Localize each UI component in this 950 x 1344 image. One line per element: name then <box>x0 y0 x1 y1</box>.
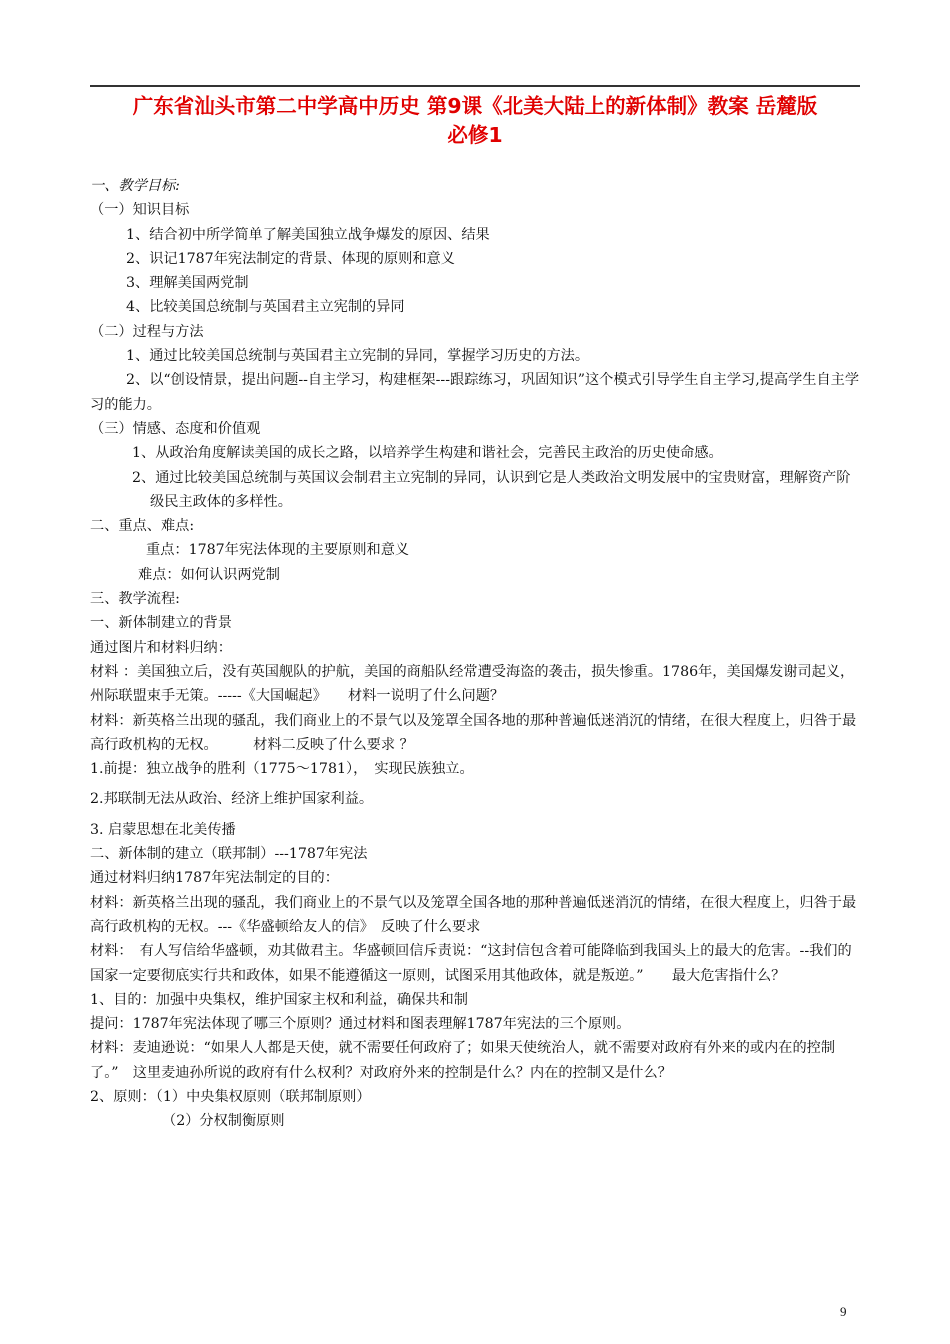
list-item: 3. 启蒙思想在北美传播 <box>90 821 236 838</box>
list-item: 2、识记1787年宪法制定的背景、体现的原则和意义 <box>126 250 455 267</box>
subheading-process: （二）过程与方法 <box>90 323 204 340</box>
list-item: 1、结合初中所学简单了解美国独立战争爆发的原因、结果 <box>126 226 490 243</box>
title-line-2: 必修1 <box>447 123 503 147</box>
key-point: 重点：1787年宪法体现的主要原则和意义 <box>146 542 410 559</box>
list-item: 1、从政治角度解读美国的成长之路，以培养学生构建和谐社会，完善民主政治的历史使命感。 <box>132 445 723 462</box>
list-item: 1、目的：加强中央集权，维护国家主权和利益，确保共和制 <box>90 991 468 1008</box>
subheading-knowledge: （一）知识目标 <box>90 202 190 219</box>
subheading-values: （三）情感、态度和价值观 <box>90 420 261 437</box>
list-item: 2.邦联制无法从政治、经济上维护国家利益。 <box>90 791 374 808</box>
material-paragraph: 材料： 有人写信给华盛顿，劝其做君主。华盛顿回信斥责说：“这封信包含着可能降临到我国头上的最大的危害。--我们的国家一定要彻底实行共和政体，如果不能遵循这一原则，试图采用其他政体，就是叛逆。” 最大危害指什么？ <box>90 943 852 984</box>
section-heading-objectives: 一、教学目标: <box>90 178 180 194</box>
section-heading-key-points: 二、重点、难点: <box>90 518 195 535</box>
document-body <box>90 174 860 1134</box>
subheading-background: 一、新体制建立的背景 <box>90 615 232 632</box>
list-item: 4、比较美国总统制与英国君主立宪制的异同 <box>126 299 405 316</box>
question-paragraph: 提问：1787年宪法体现了哪三个原则？通过材料和图表理解1787年宪法的三个原则。 <box>90 1016 631 1033</box>
paragraph: 通过图片和材料归纳： <box>90 639 232 656</box>
document-title <box>90 92 860 150</box>
material-paragraph: 材料：新英格兰出现的骚乱，我们商业上的不景气以及笼罩全国各地的那种普遍低迷消沉的情绪，在很大程度上，归咎于最高行政机构的无权。---《华盛顿给友人的信》 反映了什么要求 <box>90 894 857 935</box>
material-paragraph: 材料：麦迪逊说：“如果人人都是天使，就不需要任何政府了；如果天使统治人，就不需要对政府有外来的或内在的控制了。” 这里麦迪孙所说的政府有什么权利？对政府外来的控制是什么？内在的控制又是什么？ <box>90 1040 836 1081</box>
header-rule <box>90 85 860 87</box>
list-item: （2）分权制衡原则 <box>162 1113 285 1130</box>
list-item: 1.前提：独立战争的胜利（1775～1781）， 实现民族独立。 <box>90 761 474 778</box>
title-line-1: 广东省汕头市第二中学高中历史 第9课《北美大陆上的新体制》教案 岳麓版 <box>132 94 818 118</box>
list-item: 2、通过比较美国总统制与英国议会制君主立宪制的异同，认识到它是人类政治文明发展中的宝贵财富，理解资产阶级民主政体的多样性。 <box>132 469 851 510</box>
difficult-point: 难点：如何认识两党制 <box>138 566 280 583</box>
paragraph: 通过材料归纳1787年宪法制定的目的： <box>90 870 339 887</box>
section-heading-flow: 三、教学流程: <box>90 591 180 608</box>
page-number: 9 <box>840 1304 847 1319</box>
material-paragraph: 材料：新英格兰出现的骚乱，我们商业上的不景气以及笼罩全国各地的那种普遍低迷消沉的情绪，在很大程度上，归咎于最高行政机构的无权。 材料二反映了什么要求 ？ <box>90 712 857 753</box>
list-item: 2、原则：（1）中央集权原则（联邦制原则） <box>90 1088 371 1105</box>
list-item: 3、理解美国两党制 <box>126 275 249 292</box>
list-item: 1、通过比较美国总统制与英国君主立宪制的异同，掌握学习历史的方法。 <box>126 348 590 365</box>
list-item: 2、以“创设情景，提出问题--自主学习，构建框架---跟踪练习，巩固知识”这个模式引导学生自主学习,提高学生自主学习的能力。 <box>90 372 860 413</box>
material-paragraph: 材料 ：美国独立后，没有英国舰队的护航，美国的商船队经常遭受海盗的袭击，损失惨重。1786年，美国爆发谢司起义，州际联盟束手无策。-----《大国崛起》 材料一说明了什么问题？ <box>90 663 855 705</box>
subheading-establishment: 二、新体制的建立（联邦制）---1787年宪法 <box>90 846 368 863</box>
